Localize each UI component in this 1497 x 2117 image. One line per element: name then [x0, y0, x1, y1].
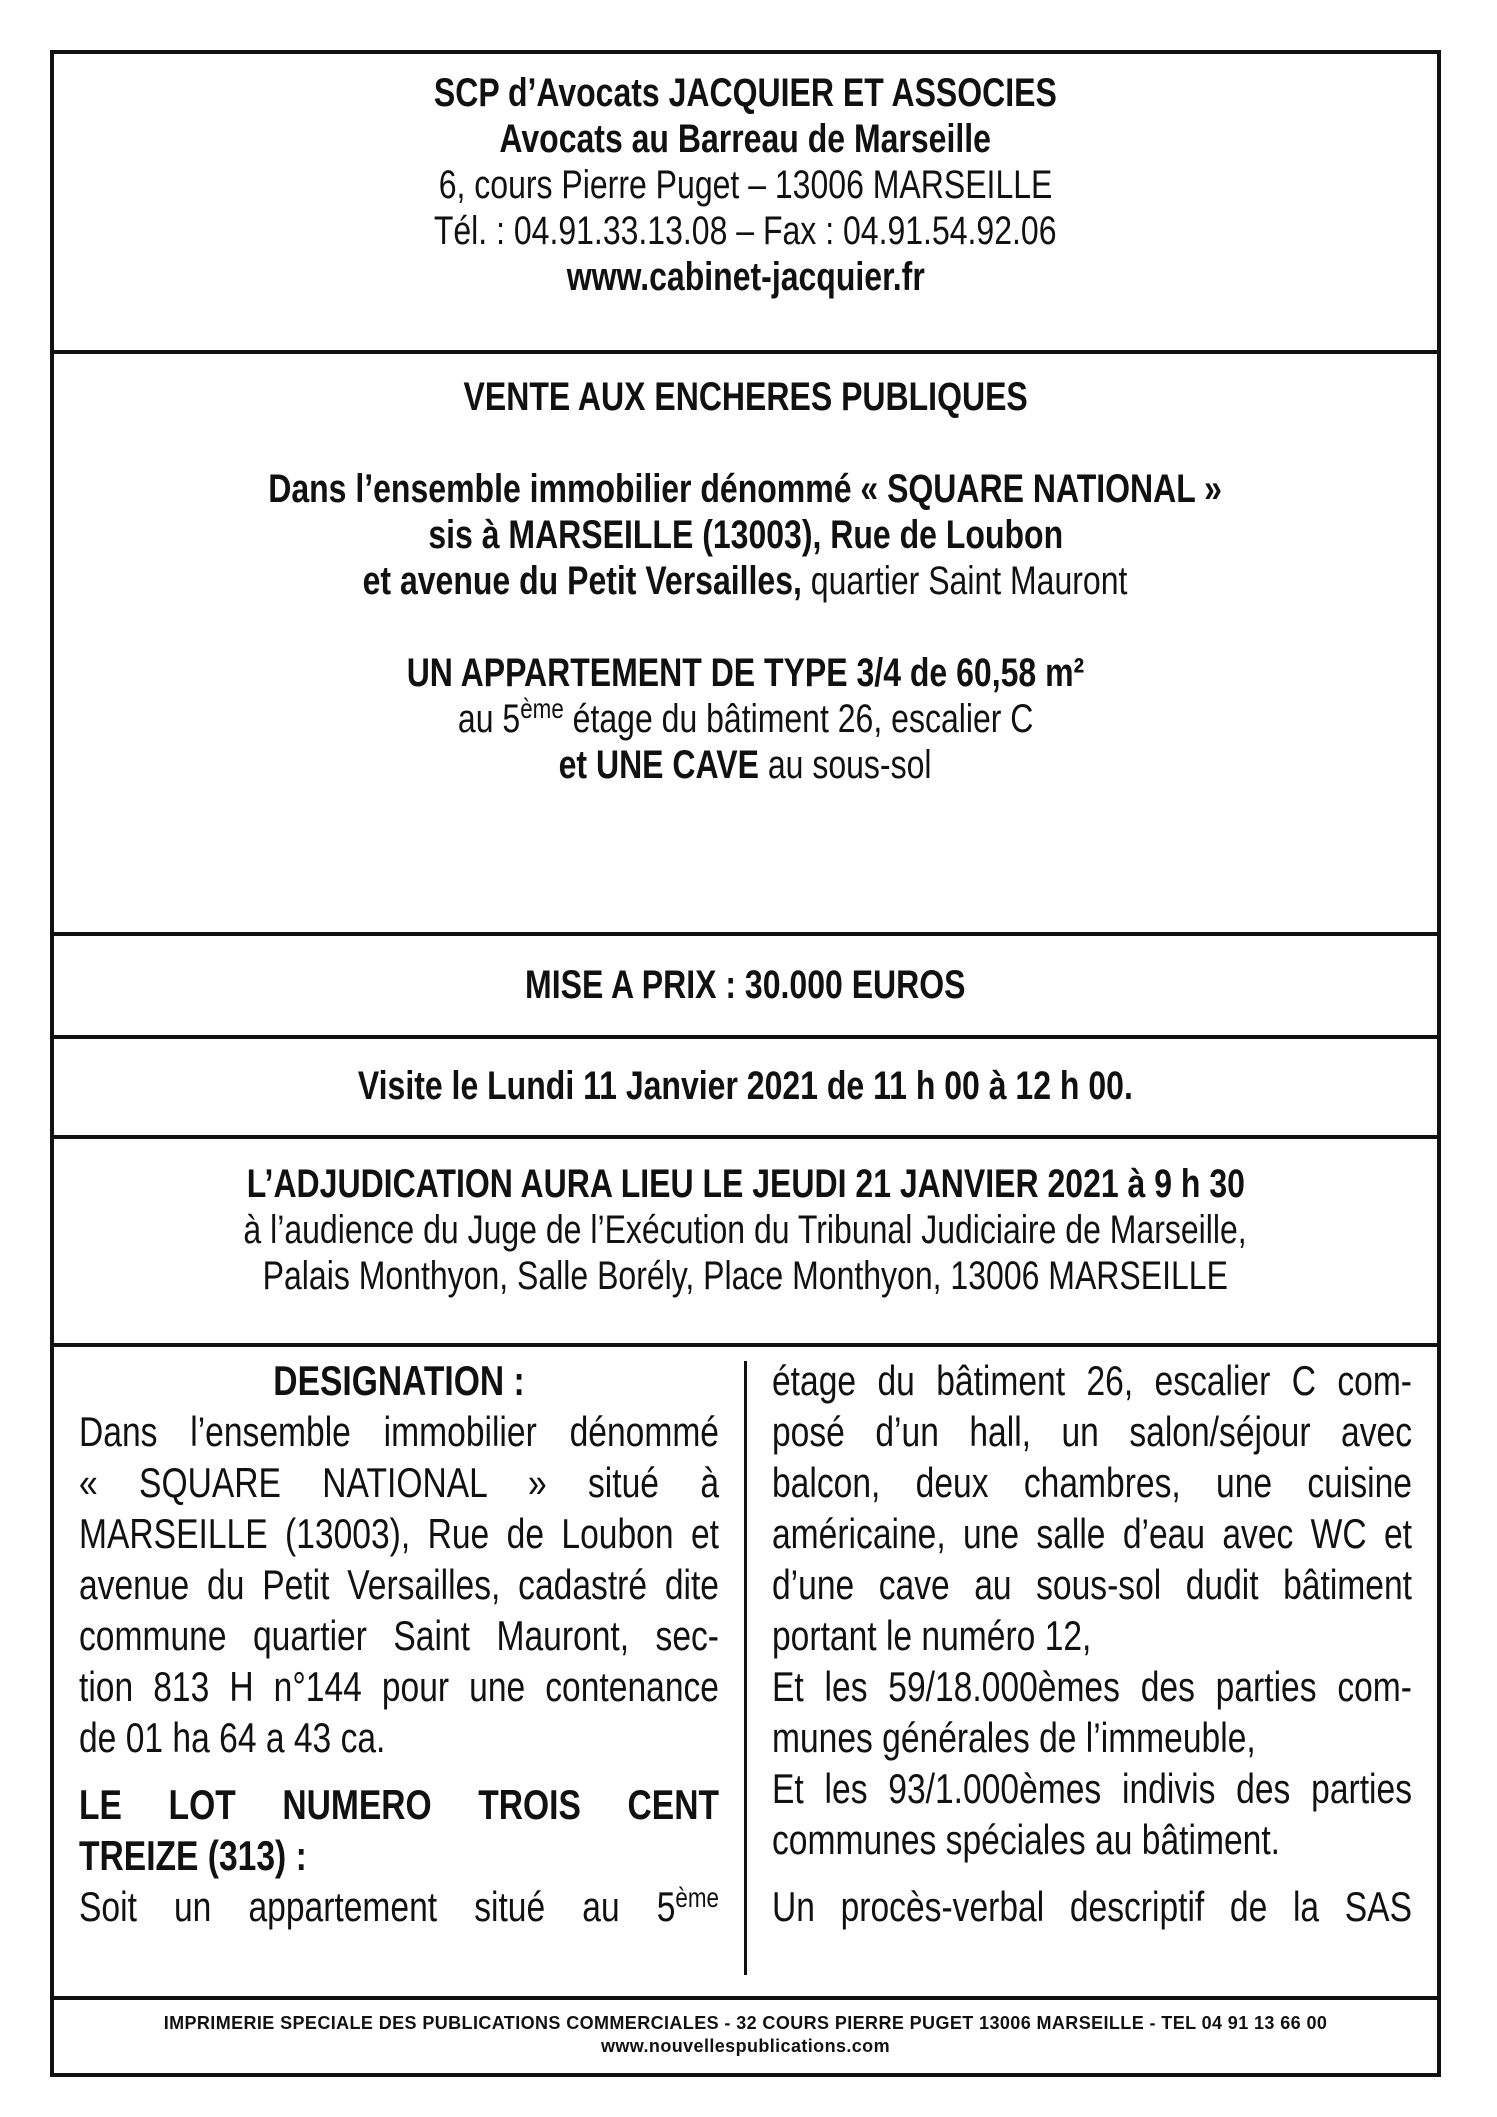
- designation-left-line: Dans l’ensemble immobilier dénommé: [79, 1408, 719, 1455]
- designation-right-line: Et les 59/18.000èmes des parties com-: [772, 1663, 1412, 1710]
- legal-notice: [50, 50, 1441, 2077]
- designation-right-line: étage du bâtiment 26, escalier C com-: [772, 1357, 1412, 1404]
- designation-right-line: d’une cave au sous-sol dudit bâtiment: [772, 1561, 1412, 1608]
- price-section: [54, 936, 1437, 1039]
- firm-name: SCP d’Avocats JACQUIER ET ASSOCIES: [434, 71, 1057, 115]
- designation-right-line: portant le numéro 12,: [772, 1612, 1092, 1659]
- lot-heading-line-2: TREIZE (313) :: [79, 1832, 307, 1879]
- firm-website: www.cabinet-jacquier.fr: [566, 255, 925, 299]
- adjudication-title: L’ADJUDICATION AURA LIEU LE JEUDI 21 JANVIER 2021 à 9 h 30: [246, 1162, 1245, 1206]
- designation-section: [54, 1347, 1437, 2000]
- cave-line: [559, 742, 932, 788]
- printer-footer: [54, 2000, 1437, 2070]
- cave-bold: et UNE CAVE: [559, 743, 760, 787]
- firm-address: 6, cours Pierre Puget – 13006 MARSEILLE: [438, 163, 1053, 207]
- visit-section: [54, 1039, 1437, 1139]
- designation-left-line: MARSEILLE (13003), Rue de Loubon et: [79, 1510, 719, 1557]
- floor-line: [457, 693, 1034, 742]
- column-divider: [744, 1361, 747, 1975]
- designation-right-line: munes générales de l’immeuble,: [772, 1714, 1256, 1761]
- sale-section: [54, 354, 1437, 936]
- printer-website: www.nouvellespublications.com: [601, 2036, 890, 2056]
- firm-contact: Tél. : 04.91.33.13.08 – Fax : 04.91.54.92.06: [434, 209, 1057, 253]
- designation-right-line: Un procès-verbal descriptif de la SAS: [772, 1883, 1412, 1930]
- location-line-1: Dans l’ensemble immobilier dénommé « SQUARE NATIONAL »: [268, 467, 1223, 511]
- last-line-pre: Soit un appartement situé au 5: [79, 1883, 676, 1930]
- law-firm-header: [54, 54, 1437, 354]
- designation-right-line: balcon, deux chambres, une cuisine: [772, 1459, 1412, 1506]
- designation-right-line: américaine, une salle d’eau avec WC et: [772, 1510, 1412, 1557]
- designation-heading: DESIGNATION :: [273, 1357, 525, 1404]
- location-line-2: sis à MARSEILLE (13003), Rue de Loubon: [428, 513, 1063, 557]
- adjudication-line-2: Palais Monthyon, Salle Borély, Place Monthyon, 13006 MARSEILLE: [262, 1254, 1229, 1298]
- location-line-3-rest: quartier Saint Mauront: [802, 559, 1128, 603]
- last-line-superscript: ème: [675, 1882, 719, 1913]
- starting-price: MISE A PRIX : 30.000 EUROS: [525, 963, 966, 1007]
- designation-left-line: de 01 ha 64 a 43 ca.: [79, 1714, 386, 1761]
- printer-info: IMPRIMERIE SPECIALE DES PUBLICATIONS COMMERCIALES - 32 COURS PIERRE PUGET 13006 MARSEILLE - TEL 04 91 13 66 00: [163, 2013, 1328, 2033]
- designation-left-column: [79, 1355, 719, 1932]
- designation-right-line: Et les 93/1.000èmes indivis des parties: [772, 1765, 1412, 1812]
- designation-right-line: communes spéciales au bâtiment.: [772, 1816, 1280, 1863]
- sale-title: VENTE AUX ENCHERES PUBLIQUES: [463, 375, 1028, 419]
- visit-date: Visite le Lundi 11 Janvier 2021 de 11 h 00 à 12 h 00.: [358, 1064, 1133, 1108]
- adjudication-section: [54, 1139, 1437, 1347]
- floor-post: étage du bâtiment 26, escalier C: [563, 697, 1034, 741]
- cave-rest: au sous-sol: [759, 743, 932, 787]
- designation-left-line: « SQUARE NATIONAL » situé à: [79, 1459, 719, 1506]
- lot-heading-line-1: LE LOT NUMERO TROIS CENT: [79, 1781, 719, 1828]
- designation-left-line: tion 813 H n°144 pour une contenance: [79, 1663, 719, 1710]
- floor-pre: au 5: [457, 697, 521, 741]
- location-line-3: [363, 558, 1128, 604]
- designation-left-line: avenue du Petit Versailles, cadastré dite: [79, 1561, 719, 1608]
- adjudication-line-1: à l’audience du Juge de l’Exécution du Tribunal Judiciaire de Marseille,: [243, 1208, 1248, 1252]
- designation-right-line: posé d’un hall, un salon/séjour avec: [772, 1408, 1412, 1455]
- property-title: UN APPARTEMENT DE TYPE 3/4 de 60,58 m²: [406, 651, 1085, 695]
- designation-right-column: [772, 1355, 1412, 1932]
- floor-superscript: ème: [520, 693, 564, 724]
- bar-association: Avocats au Barreau de Marseille: [499, 117, 992, 161]
- location-line-3-bold: et avenue du Petit Versailles,: [363, 559, 803, 603]
- designation-last-line: [79, 1881, 719, 1932]
- designation-left-line: commune quartier Saint Mauront, sec-: [79, 1612, 719, 1659]
